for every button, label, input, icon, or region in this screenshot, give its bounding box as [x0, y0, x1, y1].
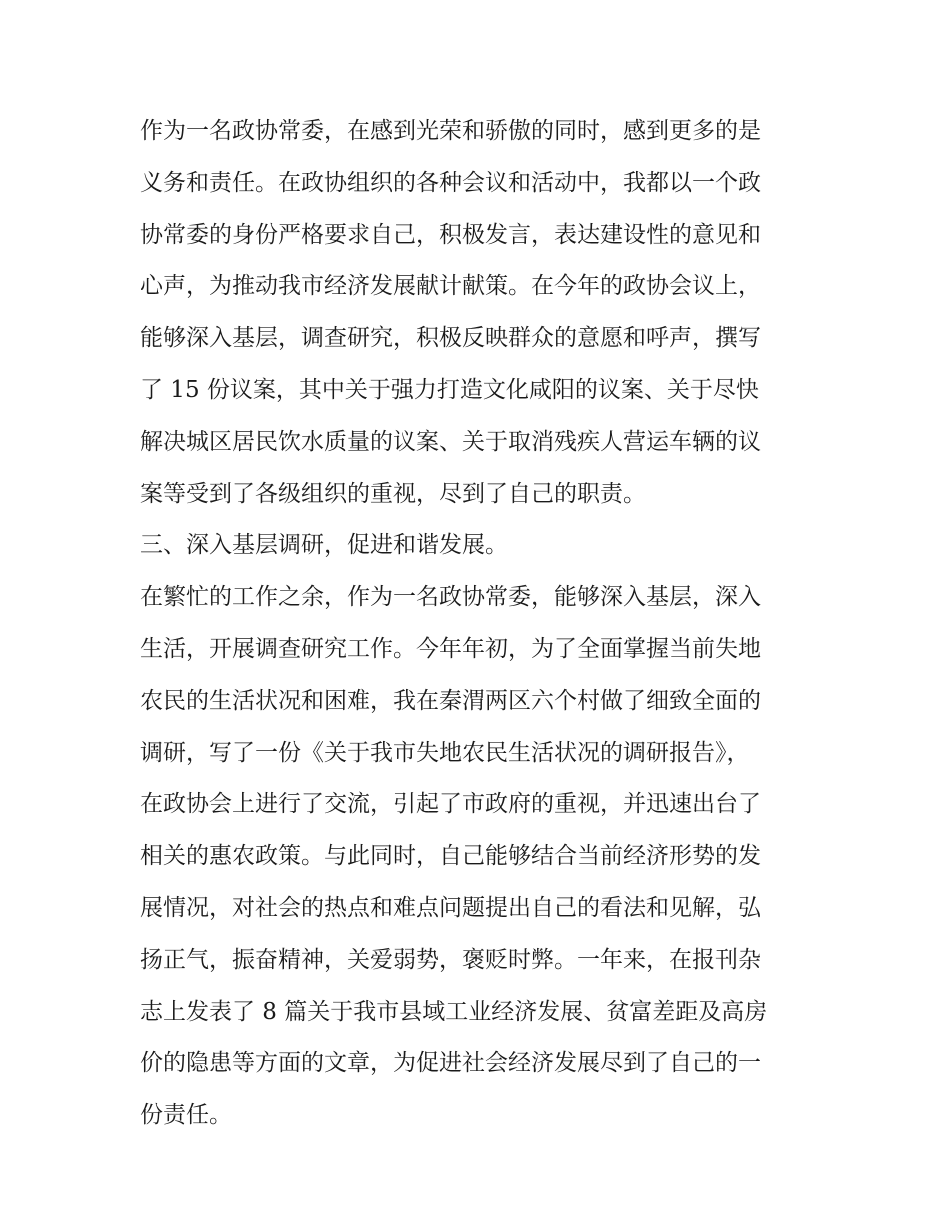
- text-line: 价的隐患等方面的文章，为促进社会经济发展尽到了自己的一: [140, 1050, 761, 1077]
- text-line: 解决城区居民饮水质量的议案、关于取消残疾人营运车辆的议: [140, 428, 761, 455]
- text-line: 义务和责任。在政协组织的各种会议和活动中，我都以一个政: [140, 169, 761, 196]
- text-line: 案等受到了各级组织的重视，尽到了自己的职责。: [140, 480, 646, 507]
- text-line: 作为一名政协常委，在感到光荣和骄傲的同时，感到更多的是: [140, 118, 761, 144]
- text-line: 了 15 份议案，其中关于强力打造文化咸阳的议案、关于尽快: [140, 376, 759, 403]
- text-line: 农民的生活状况和困难，我在秦渭两区六个村做了细致全面的: [140, 687, 761, 714]
- text-line: 能够深入基层，调查研究，积极反映群众的意愿和呼声，撰写: [140, 325, 761, 352]
- text-line: 扬正气，振奋精神，关爱弱势，褒贬时弊。一年来，在报刊杂: [140, 946, 761, 973]
- text-line: 调研，写了一份《关于我市失地农民生活状况的调研报告》，: [140, 739, 750, 766]
- section-heading: 三、深入基层调研，促进和谐发展。: [140, 532, 508, 559]
- text-line: 志上发表了 8 篇关于我市县域工业经济发展、贫富差距及高房: [140, 998, 768, 1025]
- text-line: 份责任。: [140, 1102, 232, 1129]
- text-line: 展情况，对社会的热点和难点问题提出自己的看法和见解，弘: [140, 894, 761, 921]
- text-line: 生活，开展调查研究工作。今年年初，为了全面掌握当前失地: [140, 635, 761, 662]
- text-line: 协常委的身份严格要求自己，积极发言，表达建设性的意见和: [140, 221, 761, 248]
- text-line: 在政协会上进行了交流，引起了市政府的重视，并迅速出台了: [140, 791, 761, 818]
- text-line: 在繁忙的工作之余，作为一名政协常委，能够深入基层，深入: [140, 584, 761, 611]
- document-body: [140, 106, 820, 1142]
- text-line: 心声，为推动我市经济发展献计献策。在今年的政协会议上，: [140, 273, 761, 300]
- text-line: 相关的惠农政策。与此同时，自己能够结合当前经济形势的发: [140, 843, 761, 870]
